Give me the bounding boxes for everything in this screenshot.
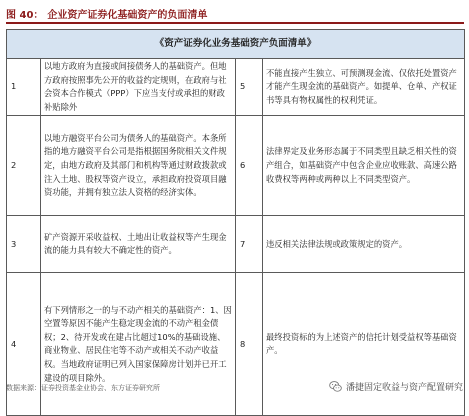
table-row <box>7 273 465 416</box>
table-row <box>7 59 465 116</box>
row-content-left: 以地方融资平台公司为债务人的基础资产。本条所指的地方融资平台公司是指根据国务院相关文件规定，由地方政府及其部门和机构等通过财政拨款或注入土地、股权等资产设立，承担政府投资项目融资功能，并拥有独立法人资格的经济实体。 <box>41 116 236 216</box>
row-number-right: 5 <box>236 59 263 116</box>
row-number-left: 1 <box>7 59 41 116</box>
wechat-icon <box>329 380 342 393</box>
row-number-left: 2 <box>7 116 41 216</box>
brand-watermark <box>329 380 463 393</box>
row-number-left: 4 <box>7 273 41 416</box>
brand-name: 潘捷固定收益与资产配置研究 <box>345 383 463 393</box>
row-content-left: 矿产资源开采收益权、土地出让收益权等产生现金流的能力具有较大不确定性的资产。 <box>41 216 236 273</box>
row-content-right: 法律界定及业务形态属于不同类型且缺乏相关性的资产组合，如基础资产中包含企业应收账款、高速公路收费权等两种或两种以上不同类型资产。 <box>263 116 465 216</box>
row-number-right: 6 <box>236 116 263 216</box>
row-content-right: 最终投资标的为上述资产的信托计划受益权等基础资产。 <box>263 273 465 416</box>
data-source: 数据来源：证券投资基金业协会、东方证券研究所 <box>6 384 160 392</box>
row-number-left: 3 <box>7 216 41 273</box>
figure-title-text: 企业资产证券化基础资产的负面清单 <box>47 10 208 21</box>
table-row <box>7 216 465 273</box>
table-header-row <box>7 30 465 59</box>
row-content-right: 违反相关法律法规或政策规定的资产。 <box>263 216 465 273</box>
row-content-right: 不能直接产生独立、可预测现金流、仅依托处置资产才能产生现金流的基础资产。如提单、仓单、产权证书等具有物权属性的权利凭证。 <box>263 59 465 116</box>
table-header: 《资产证券化业务基础资产负面清单》 <box>7 30 465 59</box>
figure-title <box>6 6 207 21</box>
row-number-right: 7 <box>236 216 263 273</box>
negative-list-table <box>6 29 465 416</box>
title-divider <box>6 22 464 24</box>
figure-number: 图 40： <box>6 10 44 21</box>
row-content-left: 有下列情形之一的与不动产相关的基础资产：1、因空置等原因不能产生稳定现金流的不动产租金债权；2、待开发或在建占比超过10%的基础设施、商业物业、居民住宅等不动产或相关不动产收益权。当地政府证明已列入国家保障房计划并已开工建设的项目除外。 <box>41 273 236 416</box>
table-row <box>7 116 465 216</box>
row-number-right: 8 <box>236 273 263 416</box>
row-content-left: 以地方政府为直接或间接债务人的基础资产。但地方政府按照事先公开的收益约定规则，在政府与社会资本合作模式（PPP）下应当支付或承担的财政补贴除外 <box>41 59 236 116</box>
